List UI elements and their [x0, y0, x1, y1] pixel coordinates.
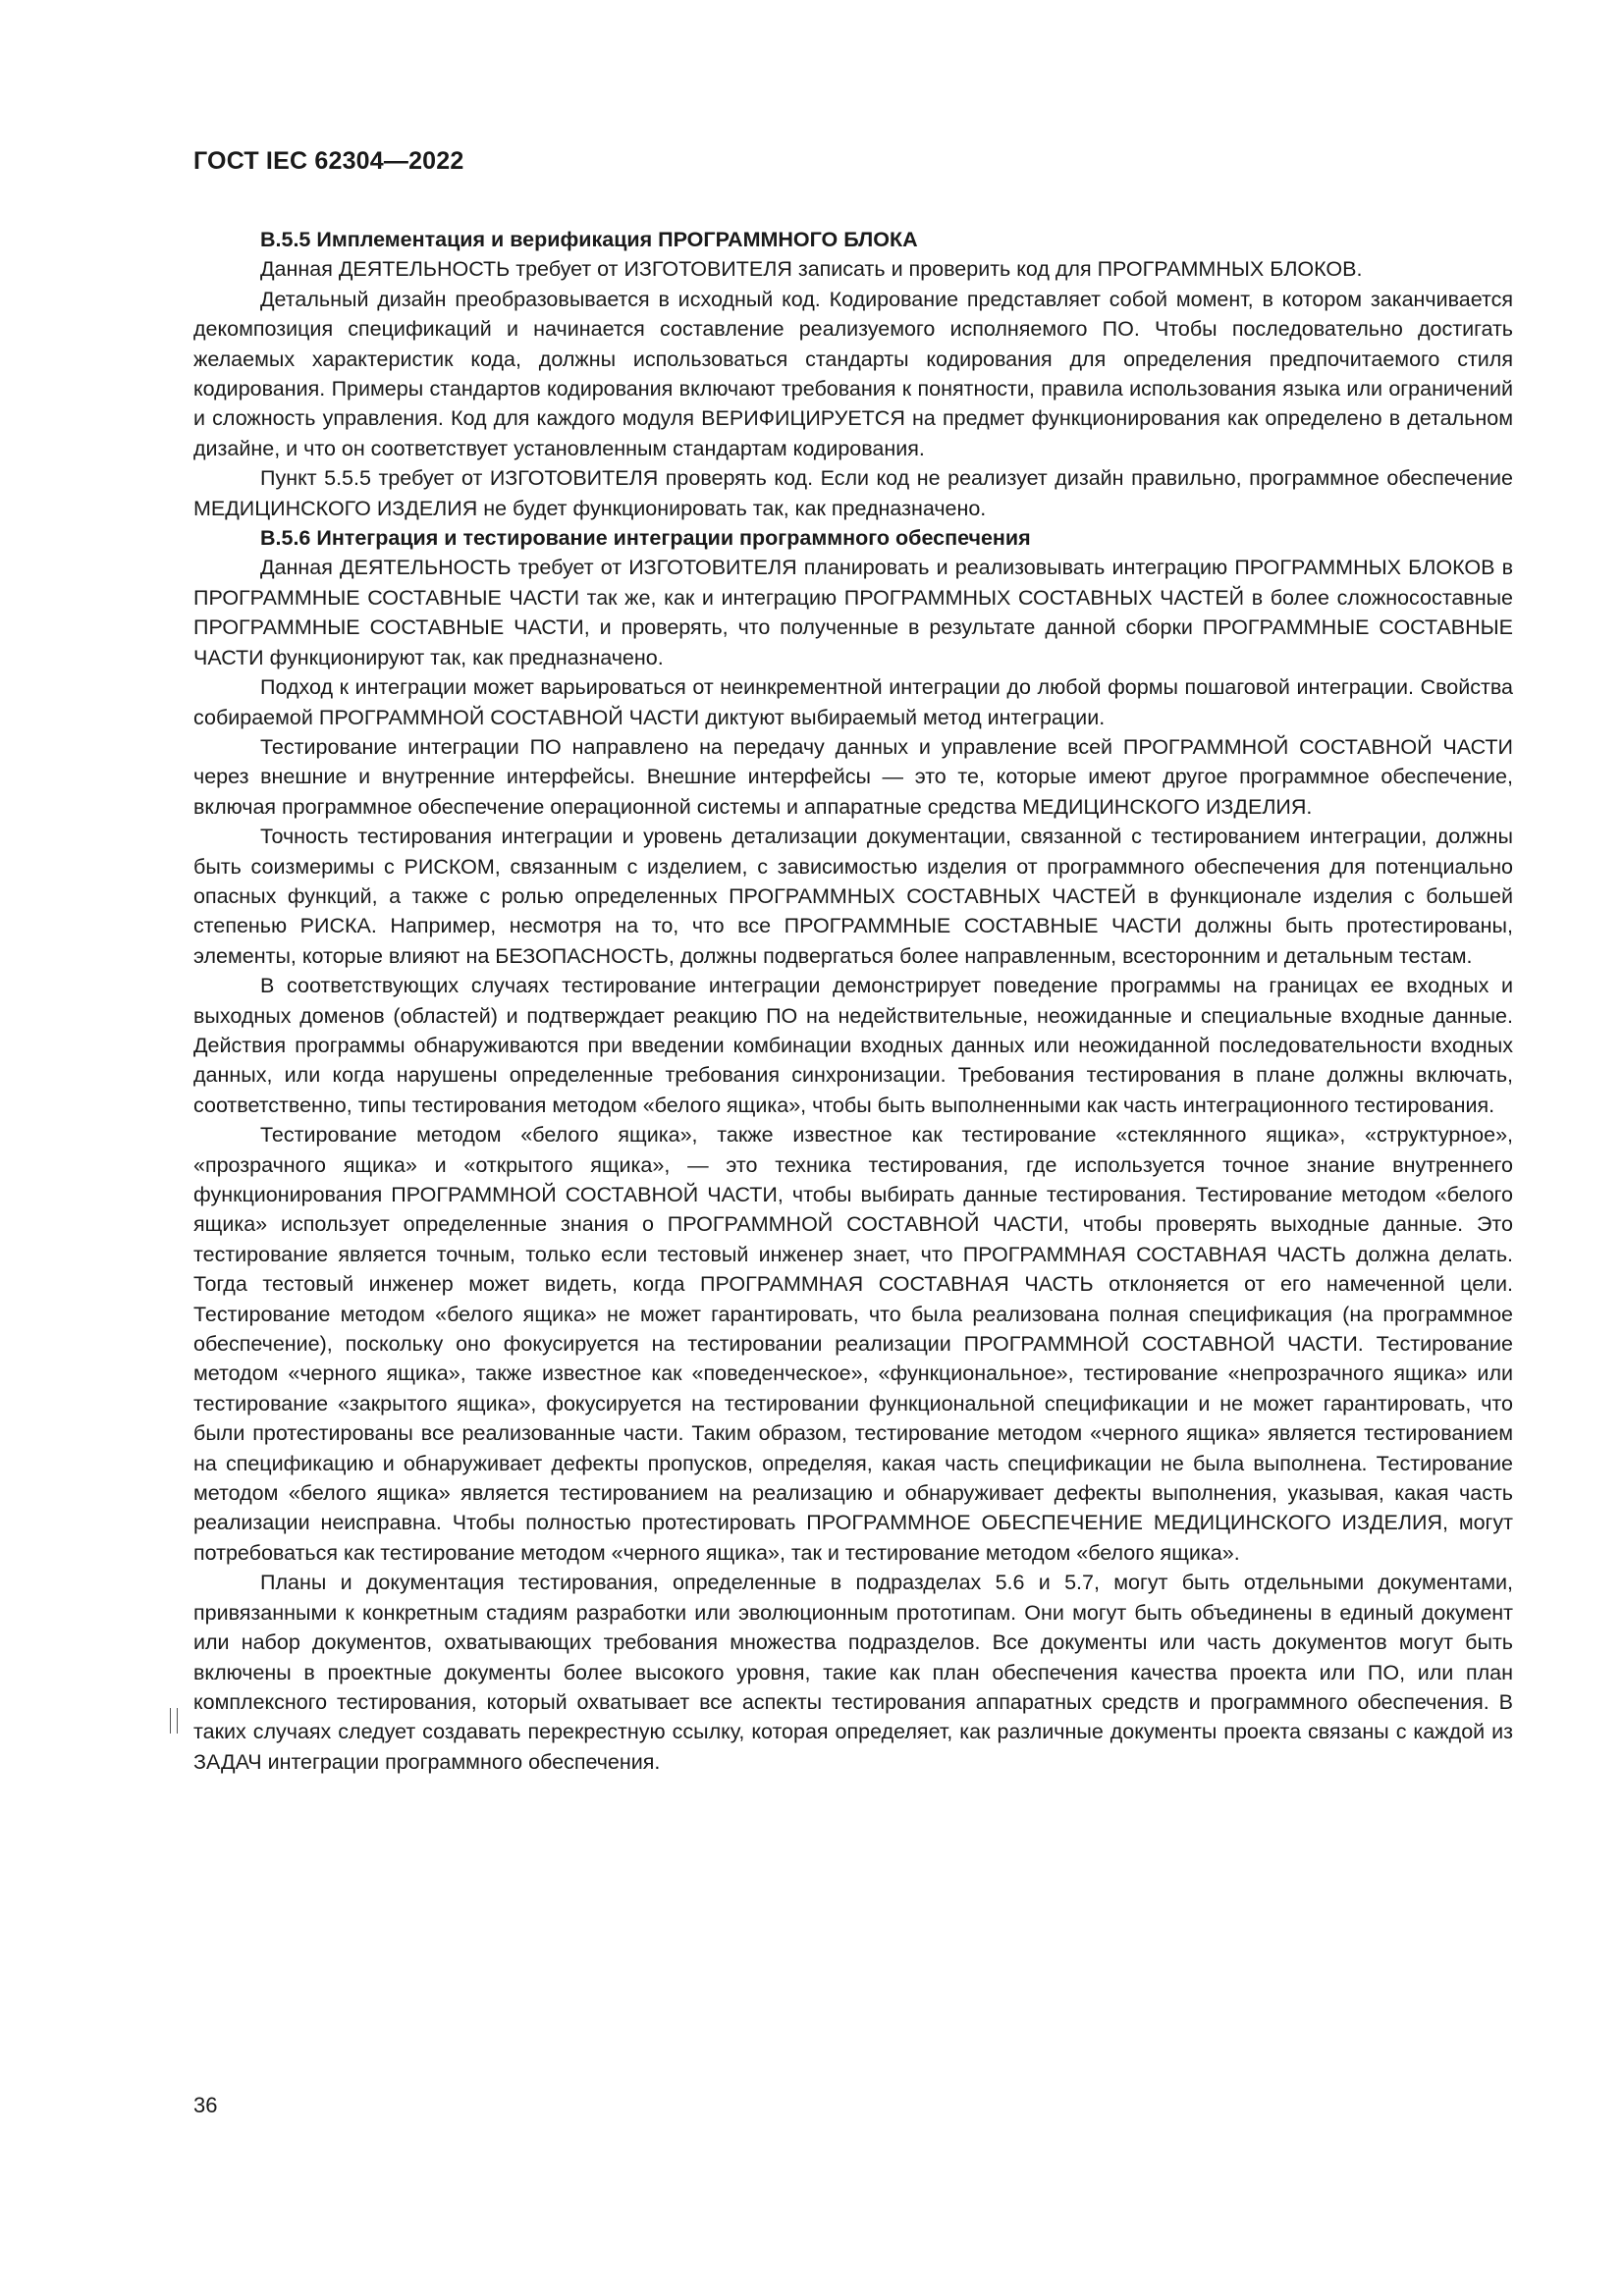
- paragraph: Детальный дизайн преобразовывается в исходный код. Кодирование представляет собой момент, в котором заканчивается декомпозиция спецификаций и начинается составление реализуемого исполняемого ПО. Чтобы последовательно достигать желаемых характеристик кода, должны использоваться стандарты кодирования для определения предпочитаемого стиля кодирования. Примеры стандартов кодирования включают требования к понятности, правила использования языка или ограничений и сложность управления. Код для каждого модуля ВЕРИФИЦИРУЕТСЯ на предмет функционирования как определено в детальном дизайне, и что он соответствует установленным стандартам кодирования.: [193, 287, 1513, 460]
- paragraph: В соответствующих случаях тестирование интеграции демонстрирует поведение программы на границах ее входных и выходных доменов (областей) и подтверждает реакцию ПО на недействительные, неожиданные и специальные входные данные. Действия программы обнаруживаются при введении комбинации входных данных или неожиданной последовательности входных данных, или когда нарушены определенные требования синхронизации. Требования тестирования в плане должны включать, соответственно, типы тестирования методом «белого ящика», чтобы быть выполненными как часть интеграционного тестирования.: [193, 974, 1513, 1117]
- document-header: ГОСТ IEC 62304—2022: [193, 147, 464, 175]
- paragraph: Точность тестирования интеграции и уровень детализации документации, связанной с тестированием интеграции, должны быть соизмеримы с РИСКОМ, связанным с изделием, с зависимостью изделия от программного обеспечения для потенциально опасных функций, а также с ролью определенных ПРОГРАММНЫХ СОСТАВНЫХ ЧАСТЕЙ в функционале изделия с большей степенью РИСКА. Например, несмотря на то, что все ПРОГРАММНЫЕ СОСТАВНЫЕ ЧАСТИ должны быть протестированы, элементы, которые влияют на БЕЗОПАСНОСТЬ, должны подвергаться более направленным, всесторонним и детальным тестам.: [193, 825, 1513, 968]
- paragraph: Данная ДЕЯТЕЛЬНОСТЬ требует от ИЗГОТОВИТЕЛЯ планировать и реализовывать интеграцию ПРОГРАММНЫХ БЛОКОВ в ПРОГРАММНЫЕ СОСТАВНЫЕ ЧАСТИ так же, как и интеграцию ПРОГРАММНЫХ СОСТАВНЫХ ЧАСТЕЙ в более сложносоставные ПРОГРАММНЫЕ СОСТАВНЫЕ ЧАСТИ, и проверять, что полученные в результате данной сборки ПРОГРАММНЫЕ СОСТАВНЫЕ ЧАСТИ функционируют так, как предназначено.: [193, 556, 1513, 669]
- paragraph: Планы и документация тестирования, определенные в подразделах 5.6 и 5.7, могут быть отдельными документами, привязанными к конкретным стадиям разработки или эволюционным прототипам. Они могут быть объединены в единый документ или набор документов, охватывающих требования множества подразделов. Все документы или часть документов могут быть включены в проектные документы более высокого уровня, такие как план обеспечения качества проекта или ПО, или план комплексного тестирования, который охватывает все аспекты тестирования аппаратных средств и программного обеспечения. В таких случаях следует создавать перекрестную ссылку, которая определяет, как различные документы проекта связаны с каждой из ЗАДАЧ интеграции программного обеспечения.: [193, 1571, 1513, 1774]
- paragraph: Пункт 5.5.5 требует от ИЗГОТОВИТЕЛЯ проверять код. Если код не реализует дизайн правильно, программное обеспечение МЕДИЦИНСКОГО ИЗДЕЛИЯ не будет функционировать так, как предназначено.: [193, 466, 1513, 520]
- revision-marker: [170, 1708, 178, 1734]
- paragraph: Данная ДЕЯТЕЛЬНОСТЬ требует от ИЗГОТОВИТЕЛЯ записать и проверить код для ПРОГРАММНЫХ БЛОКОВ.: [260, 257, 1363, 282]
- section-heading-b56: B.5.6 Интеграция и тестирование интеграции программного обеспечения: [260, 526, 1031, 551]
- paragraph: Тестирование методом «белого ящика», также известное как тестирование «стеклянного ящика», «структурное», «прозрачного ящика» и «открытого ящика», — это техника тестирования, где используется точное знание внутреннего функционирования ПРОГРАММНОЙ СОСТАВНОЙ ЧАСТИ, чтобы выбирать данные тестирования. Тестирование методом «белого ящика» использует определенные знания о ПРОГРАММНОЙ СОСТАВНОЙ ЧАСТИ, чтобы проверять выходные данные. Это тестирование является точным, только если тестовый инженер знает, что ПРОГРАММНАЯ СОСТАВНАЯ ЧАСТЬ должна делать. Тогда тестовый инженер может видеть, когда ПРОГРАММНАЯ СОСТАВНАЯ ЧАСТЬ отклоняется от его намеченной цели. Тестирование методом «белого ящика» не может гарантировать, что была реализована полная спецификация (на программное обеспечение), поскольку оно фокусируется на тестировании реализации ПРОГРАММНОЙ СОСТАВНОЙ ЧАСТИ. Тестирование методом «черного ящика», также известное как «поведенческое», «функциональное», тестирование «непрозрачного ящика» или тестирование «закрытого ящика», фокусируется на тестировании функциональной спецификации и не может гарантировать, что были протестированы все реализованные части. Таким образом, тестирование методом «черного ящика» является тестированием на спецификацию и обнаруживает дефекты пропусков, определяя, какая часть спецификации не была выполнена. Тестирование методом «белого ящика» является тестированием на реализацию и обнаруживает дефекты выполнения, указывая, какая часть реализации неисправна. Чтобы полностью протестировать ПРОГРАММНОЕ ОБЕСПЕЧЕНИЕ МЕДИЦИНСКОГО ИЗДЕЛИЯ, могут потребоваться как тестирование методом «черного ящика», так и тестирование методом «белого ящика».: [193, 1123, 1513, 1565]
- document-body: [193, 225, 1513, 1777]
- section-heading-b55: B.5.5 Имплементация и верификация ПРОГРАММНОГО БЛОКА: [260, 228, 918, 251]
- page-number: 36: [193, 2093, 218, 2117]
- paragraph: Подход к интеграции может варьироваться от неинкрементной интеграции до любой формы пошаговой интеграции. Свойства собираемой ПРОГРАММНОЙ СОСТАВНОЙ ЧАСТИ диктуют выбираемый метод интеграции.: [193, 675, 1513, 729]
- paragraph: Тестирование интеграции ПО направлено на передачу данных и управление всей ПРОГРАММНОЙ СОСТАВНОЙ ЧАСТИ через внешние и внутренние интерфейсы. Внешние интерфейсы — это те, которые имеют другое программное обеспечение, включая программное обеспечение операционной системы и аппаратные средства МЕДИЦИНСКОГО ИЗДЕЛИЯ.: [193, 734, 1513, 819]
